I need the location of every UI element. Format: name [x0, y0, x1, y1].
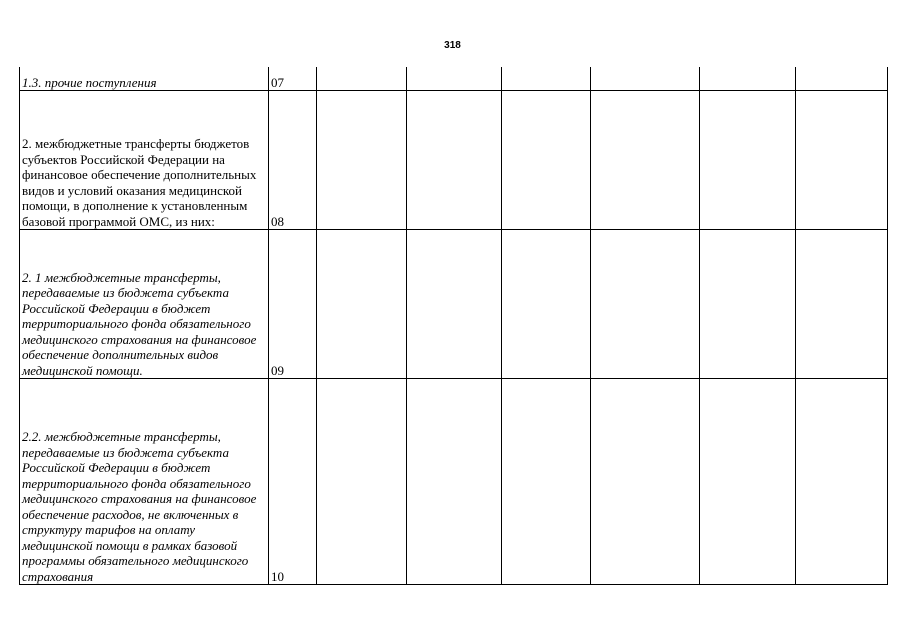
- value-cell: [700, 230, 796, 379]
- value-cell: [407, 91, 502, 230]
- value-cell: [502, 230, 591, 379]
- value-cell: [591, 230, 700, 379]
- row-description: 2.2. межбюджетные трансферты, передаваемые из бюджета субъекта Российской Федерации в бюджет территориального фонда обязательного медицинского страхования на финансовое обеспечение расходов, не включенных в структуру тарифов на оплату медицинской помощи в рамках базовой программы обязательного медицинского страхования: [20, 379, 269, 585]
- table-row: [20, 91, 888, 230]
- report-table: [19, 67, 888, 585]
- value-cell: [591, 67, 700, 91]
- row-code: 07: [269, 67, 317, 91]
- value-cell: [317, 379, 407, 585]
- value-cell: [796, 67, 888, 91]
- value-cell: [317, 230, 407, 379]
- value-cell: [591, 91, 700, 230]
- row-code: 08: [269, 91, 317, 230]
- table-row: [20, 379, 888, 585]
- value-cell: [502, 379, 591, 585]
- value-cell: [796, 91, 888, 230]
- value-cell: [407, 379, 502, 585]
- value-cell: [502, 67, 591, 91]
- value-cell: [317, 91, 407, 230]
- value-cell: [591, 379, 700, 585]
- page-number: 318: [444, 40, 461, 51]
- value-cell: [407, 230, 502, 379]
- row-description: 1.3. прочие поступления: [20, 67, 269, 91]
- table-row: [20, 230, 888, 379]
- value-cell: [700, 91, 796, 230]
- row-description: 2. 1 межбюджетные трансферты, передаваемые из бюджета субъекта Российской Федерации в бюджет территориального фонда обязательного медицинского страхования на финансовое обеспечение дополнительных видов медицинской помощи.: [20, 230, 269, 379]
- value-cell: [700, 67, 796, 91]
- row-description: 2. межбюджетные трансферты бюджетов субъектов Российской Федерации на финансовое обеспечение дополнительных видов и условий оказания медицинской помощи, в дополнение к установленным базовой программой ОМС, из них:: [20, 91, 269, 230]
- value-cell: [796, 379, 888, 585]
- row-code: 10: [269, 379, 317, 585]
- value-cell: [407, 67, 502, 91]
- value-cell: [700, 379, 796, 585]
- table-row: [20, 67, 888, 91]
- value-cell: [317, 67, 407, 91]
- row-code: 09: [269, 230, 317, 379]
- value-cell: [796, 230, 888, 379]
- value-cell: [502, 91, 591, 230]
